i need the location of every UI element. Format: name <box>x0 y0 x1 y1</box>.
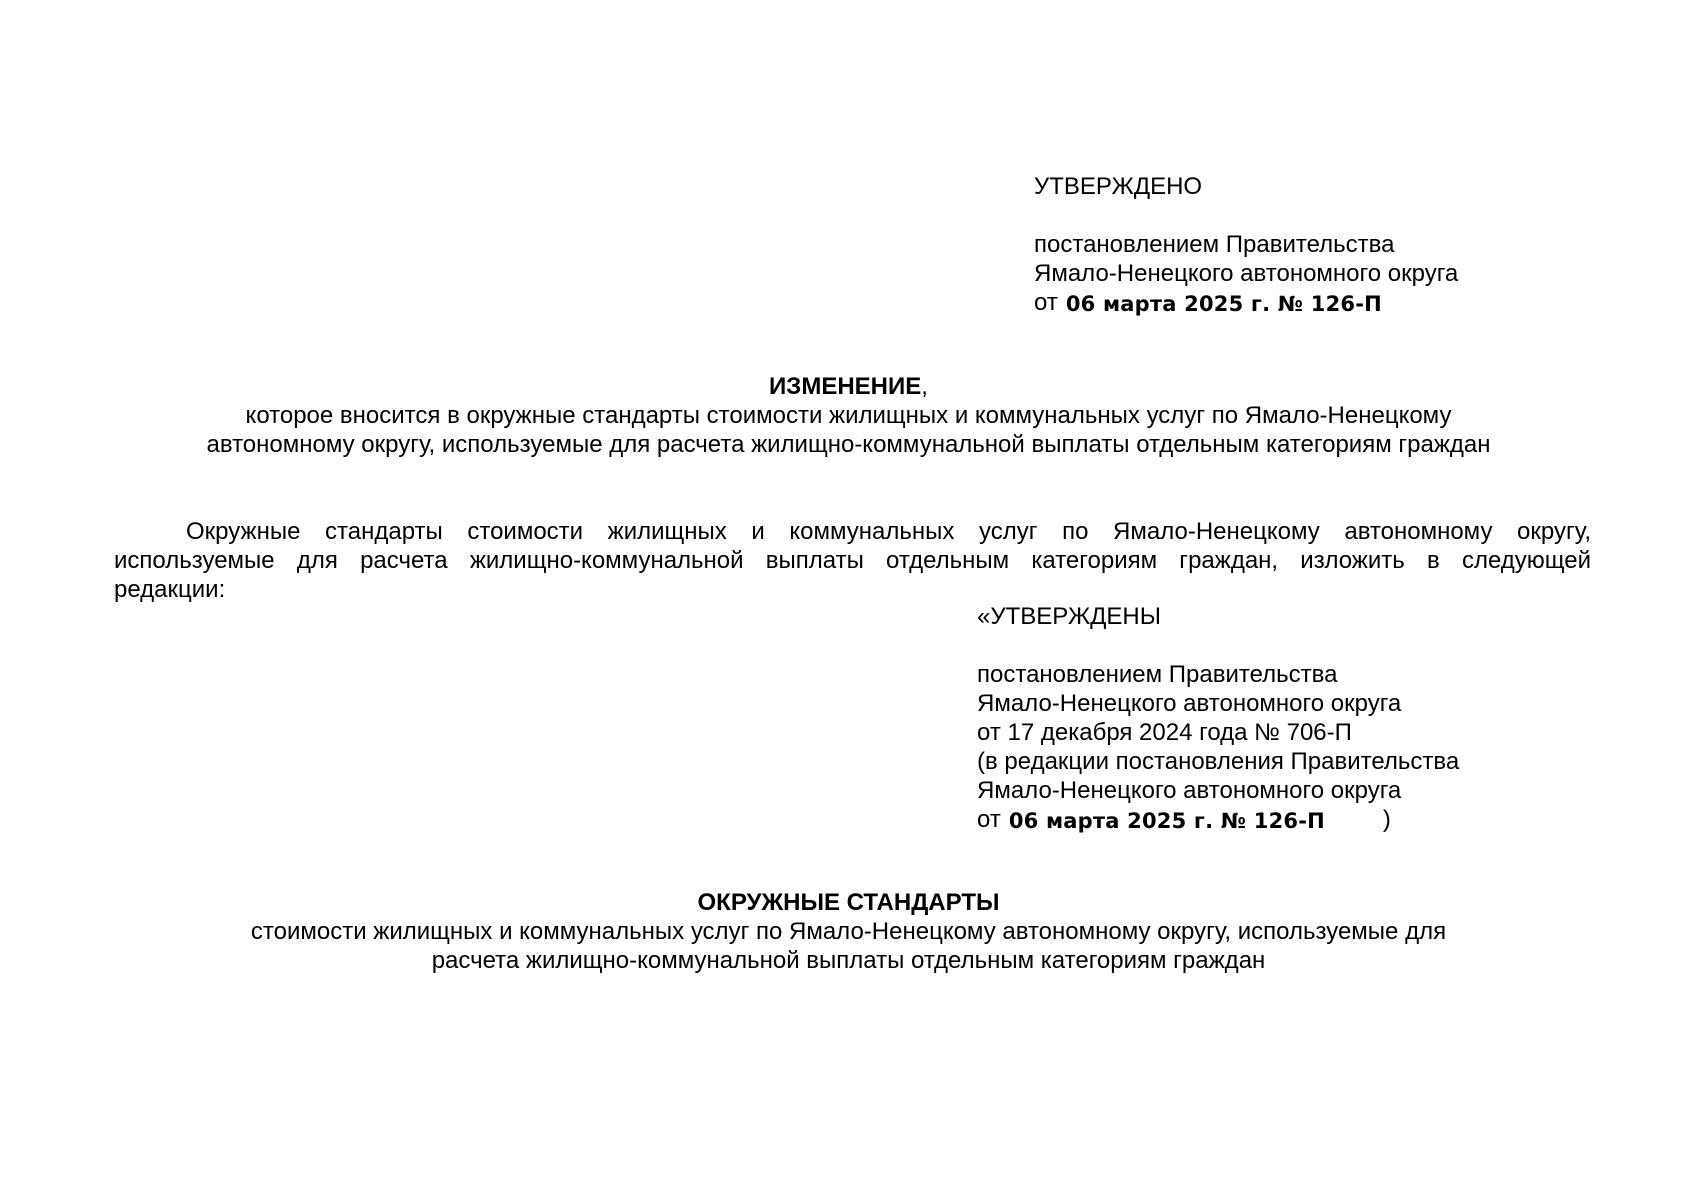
change-title-suffix: , <box>921 373 928 400</box>
change-subtitle: автономному округу, используемые для расчета жилищно-коммунальной выплаты отдельным категориям граждан <box>206 431 1491 458</box>
approval-title: УТВЕРЖДЕНО <box>1034 173 1203 200</box>
date-prefix: от <box>1034 289 1058 316</box>
approval-date-line <box>1034 288 1458 318</box>
registration-stamp: 06 марта 2025 г. № 126-П <box>1008 809 1325 833</box>
change-title-line <box>120 372 1577 401</box>
standards-subtitle: расчета жилищно-коммунальной выплаты отдельным категориям граждан <box>431 947 1266 974</box>
approval-date-line <box>977 805 1459 835</box>
approval-line: Ямало-Ненецкого автономного округа <box>977 777 1402 804</box>
registration-stamp: 06 марта 2025 г. № 126-П <box>1065 292 1382 316</box>
approval-block <box>1034 172 1458 318</box>
standards-subtitle: стоимости жилищных и коммунальных услуг по Ямало-Ненецкому автономному округу, используемые для <box>250 918 1447 945</box>
paragraph-line: редакции: <box>114 576 226 603</box>
approval-title: «УТВЕРЖДЕНЫ <box>977 603 1162 630</box>
change-subtitle: которое вносится в окружные стандарты стоимости жилищных и коммунальных услуг по Ямало-Ненецкому <box>245 402 1452 429</box>
paragraph-line: используемые для расчета жилищно-коммунальной выплаты отдельным категориям граждан, изложить в следующей <box>114 547 1591 574</box>
paragraph-line: Окружные стандарты стоимости жилищных и коммунальных услуг по Ямало-Ненецкому автономному округу, <box>186 518 1591 545</box>
approval-line: Ямало-Ненецкого автономного округа <box>1034 260 1459 287</box>
quoted-approval-block <box>977 602 1459 835</box>
approval-line: постановлением Правительства <box>977 661 1338 688</box>
intro-paragraph <box>114 517 1591 604</box>
approval-line: от 17 декабря 2024 года № 706-П <box>977 719 1352 746</box>
change-title: ИЗМЕНЕНИЕ <box>769 373 922 400</box>
date-prefix: от <box>977 806 1001 833</box>
standards-header <box>180 888 1517 975</box>
change-header <box>120 372 1577 459</box>
closing-parenthesis: ) <box>1382 806 1391 833</box>
approval-line: постановлением Правительства <box>1034 231 1395 258</box>
approval-line: (в редакции постановления Правительства <box>977 748 1460 775</box>
approval-line: Ямало-Ненецкого автономного округа <box>977 690 1402 717</box>
standards-title: ОКРУЖНЫЕ СТАНДАРТЫ <box>697 889 1000 916</box>
